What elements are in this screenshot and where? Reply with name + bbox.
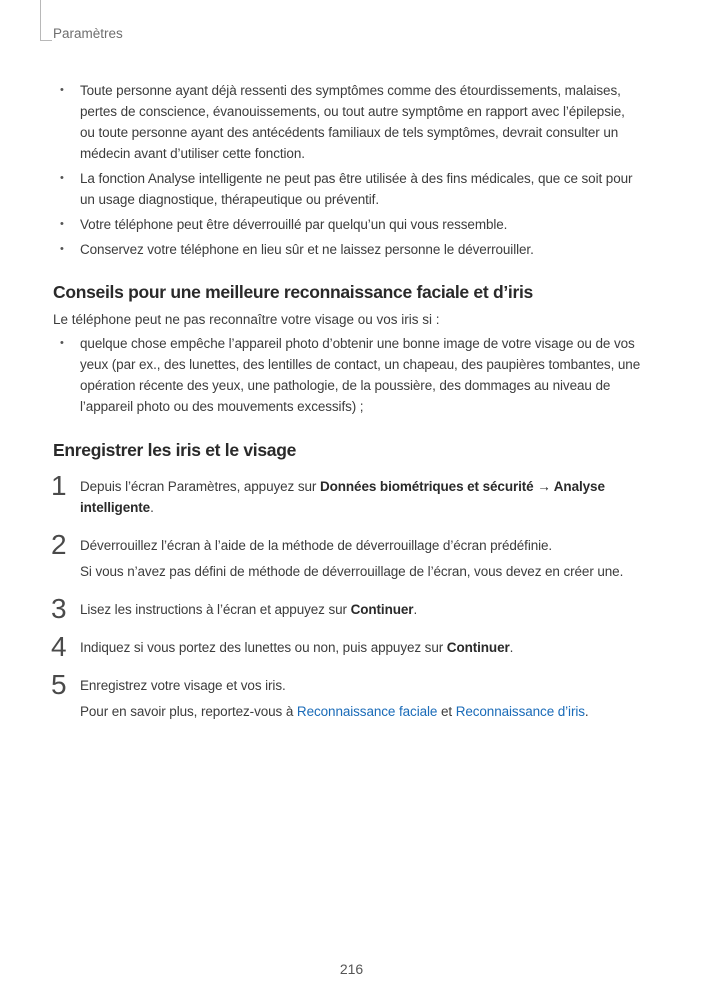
step-5 — [51, 669, 643, 722]
step-text: Indiquez si vous portez des lunettes ou non, puis appuyez sur Continuer. — [80, 640, 514, 655]
section-label: Paramètres — [53, 26, 123, 41]
bullet-icon: • — [60, 243, 64, 255]
page-number: 216 — [339, 961, 364, 977]
step-text: Depuis l’écran Paramètres, appuyez sur Données biométriques et sécurité → Analyse intelligente. — [80, 479, 605, 515]
step-1 — [51, 470, 643, 518]
list-item: • La fonction Analyse intelligente ne peut pas être utilisée à des fins médicales, que ce soit pour un usage diagnostique, thérapeutique ou préventif. — [53, 168, 643, 210]
bullet-icon: • — [60, 218, 64, 230]
iris-recognition-link[interactable]: Reconnaissance d’iris — [455, 704, 585, 719]
continue-label: Continuer — [446, 640, 510, 655]
list-item: • quelque chose empêche l’appareil photo d’obtenir une bonne image de votre visage ou de vos yeux (par ex., des lunettes, des lentilles de contact, un chapeau, des paupières tombantes, une opération récente des yeux, une pathologie, de la poussière, des dommages au niveau de l’appareil photo ou des mouvements excessifs) ; — [53, 333, 643, 417]
step-number: 5 — [51, 669, 67, 700]
conseils-heading: Conseils pour une meilleure reconnaissance faciale et d’iris — [53, 282, 533, 302]
step-note: Pour en savoir plus, reportez-vous à Reconnaissance faciale et Reconnaissance d’iris. — [80, 704, 589, 719]
step-number: 4 — [51, 631, 67, 662]
step-3 — [51, 593, 643, 624]
bullet-icon: • — [60, 84, 64, 96]
steps-list — [51, 470, 643, 722]
enregistrer-heading: Enregistrer les iris et le visage — [53, 440, 297, 460]
warning-list — [53, 80, 643, 260]
conseils-list — [53, 333, 643, 417]
list-item: • Conservez votre téléphone en lieu sûr et ne laissez personne le déverrouiller. — [53, 239, 643, 260]
header-rule-horizontal — [40, 40, 52, 41]
bullet-icon: • — [60, 172, 64, 184]
step-number: 1 — [51, 470, 67, 501]
step-note: Si vous n’avez pas défini de méthode de déverrouillage de l’écran, vous devez en créer une. — [80, 564, 624, 579]
list-item: • Toute personne ayant déjà ressenti des symptômes comme des étourdissements, malaises, pertes de conscience, évanouissements, ou tout autre symptôme en rapport avec l’épilepsie, ou toute personne ayant des antécédents familiaux de tels symptômes, devrait consulter un médecin avant d’utiliser cette fonction. — [53, 80, 643, 164]
step-text: Lisez les instructions à l’écran et appuyez sur Continuer. — [80, 602, 418, 617]
step-4 — [51, 631, 643, 662]
step-number: 3 — [51, 593, 67, 624]
continue-label: Continuer — [350, 602, 414, 617]
page-content — [53, 80, 643, 739]
list-item: • Votre téléphone peut être déverrouillé par quelqu’un qui vous ressemble. — [53, 214, 643, 235]
conseils-intro: Le téléphone peut ne pas reconnaître votre visage ou vos iris si : — [53, 312, 440, 327]
step-text: Déverrouillez l’écran à l’aide de la méthode de déverrouillage d’écran prédéfinie. — [80, 538, 553, 553]
header-rule-vertical — [40, 0, 41, 40]
step-2 — [51, 529, 643, 582]
menu-path: Données biométriques et sécurité → Analyse intelligente — [80, 479, 605, 515]
step-text: Enregistrez votre visage et vos iris. — [80, 678, 286, 693]
step-number: 2 — [51, 529, 67, 560]
bullet-icon: • — [60, 337, 64, 349]
face-recognition-link[interactable]: Reconnaissance faciale — [296, 704, 438, 719]
